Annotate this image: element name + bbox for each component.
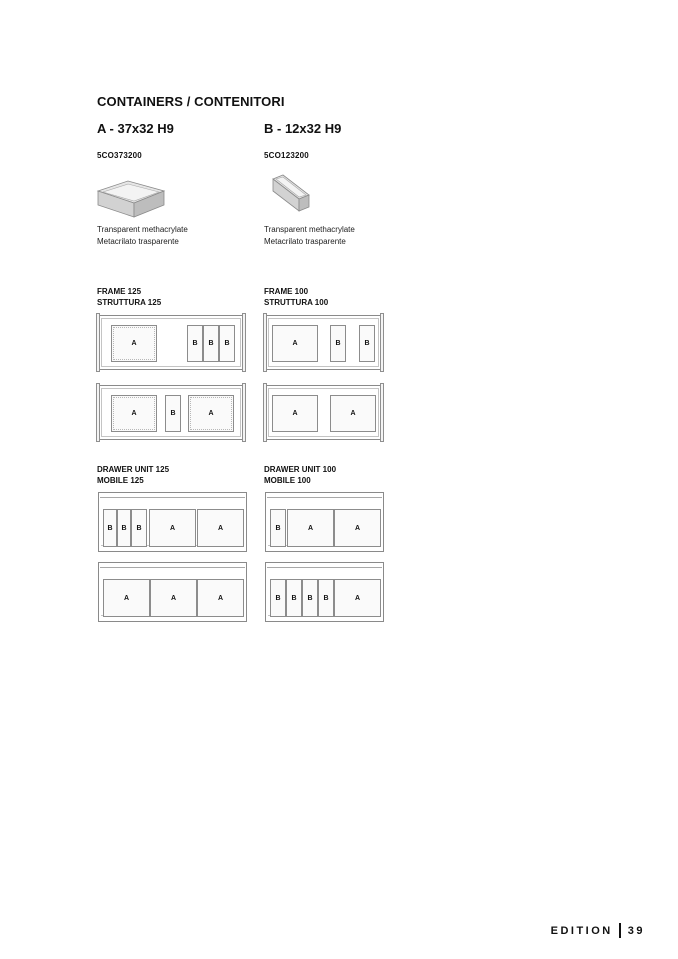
container-b: B (131, 509, 147, 547)
drawer-100-layout-1 (265, 492, 384, 552)
container-a: A (272, 395, 318, 432)
container-a: A (111, 325, 157, 362)
container-b: B (165, 395, 181, 432)
container-a: A (103, 579, 150, 617)
container-a: A (272, 325, 318, 362)
container-b: B (318, 579, 334, 617)
drawer-100-label-it: MOBILE 100 (264, 476, 311, 485)
container-b: B (187, 325, 203, 362)
drawer-125-heading (97, 464, 169, 486)
container-b: B (359, 325, 375, 362)
container-a: A (330, 395, 376, 432)
product-a-name: A - 37x32 H9 (97, 121, 174, 136)
page-title: CONTAINERS / CONTENITORI (97, 94, 285, 109)
container-b: B (286, 579, 302, 617)
frame-100-label-it: STRUTTURA 100 (264, 298, 329, 307)
container-a: A (287, 509, 334, 547)
drawer-100-label-en: DRAWER UNIT 100 (264, 465, 337, 474)
footer-divider (619, 923, 621, 938)
product-b-desc-en: Transparent methacrylate (264, 225, 355, 234)
container-b-illustration (271, 171, 311, 219)
product-b-name: B - 12x32 H9 (264, 121, 342, 136)
product-a-code: 5CO373200 (97, 151, 142, 160)
page-footer (551, 923, 645, 938)
container-a: A (334, 509, 381, 547)
container-b: B (219, 325, 235, 362)
drawer-100-layout-2 (265, 562, 384, 622)
product-b-desc-it: Metacrilato trasparente (264, 237, 346, 246)
footer-brand: EDITION (550, 924, 613, 937)
frame-rail-right (242, 383, 246, 442)
container-a: A (197, 579, 244, 617)
container-b: B (103, 509, 117, 547)
drawer-100-heading (264, 464, 336, 486)
page-number: 39 (627, 924, 645, 937)
frame-125-layout-2 (98, 385, 244, 440)
product-a-description (97, 224, 188, 248)
drawer-125-label-en: DRAWER UNIT 125 (97, 465, 170, 474)
frame-125-label-it: STRUTTURA 125 (97, 298, 162, 307)
frame-rail-left (263, 313, 267, 372)
container-a: A (111, 395, 157, 432)
frame-rail-left (263, 383, 267, 442)
frame-100-layout-2 (265, 385, 382, 440)
frame-100-label-en: FRAME 100 (264, 287, 309, 296)
container-b: B (270, 509, 286, 547)
drawer-125-layout-1 (98, 492, 247, 552)
frame-125-layout-1 (98, 315, 244, 370)
product-a-desc-en: Transparent methacrylate (97, 225, 188, 234)
product-b-code: 5CO123200 (264, 151, 309, 160)
frame-125-label-en: FRAME 125 (97, 287, 142, 296)
container-b: B (302, 579, 318, 617)
frame-rail-right (380, 313, 384, 372)
frame-rail-left (96, 383, 100, 442)
container-b: B (203, 325, 219, 362)
container-a: A (150, 579, 197, 617)
frame-rail-left (96, 313, 100, 372)
container-b: B (117, 509, 131, 547)
frame-rail-right (380, 383, 384, 442)
frame-100-heading (264, 286, 328, 308)
container-a: A (149, 509, 196, 547)
container-a: A (188, 395, 234, 432)
container-b: B (270, 579, 286, 617)
drawer-125-label-it: MOBILE 125 (97, 476, 144, 485)
product-a-desc-it: Metacrilato trasparente (97, 237, 179, 246)
container-a: A (197, 509, 244, 547)
container-b: B (330, 325, 346, 362)
frame-100-layout-1 (265, 315, 382, 370)
product-b-description (264, 224, 355, 248)
frame-rail-right (242, 313, 246, 372)
frame-125-heading (97, 286, 161, 308)
container-a: A (334, 579, 381, 617)
drawer-125-layout-2 (98, 562, 247, 622)
container-a-illustration (96, 173, 166, 219)
